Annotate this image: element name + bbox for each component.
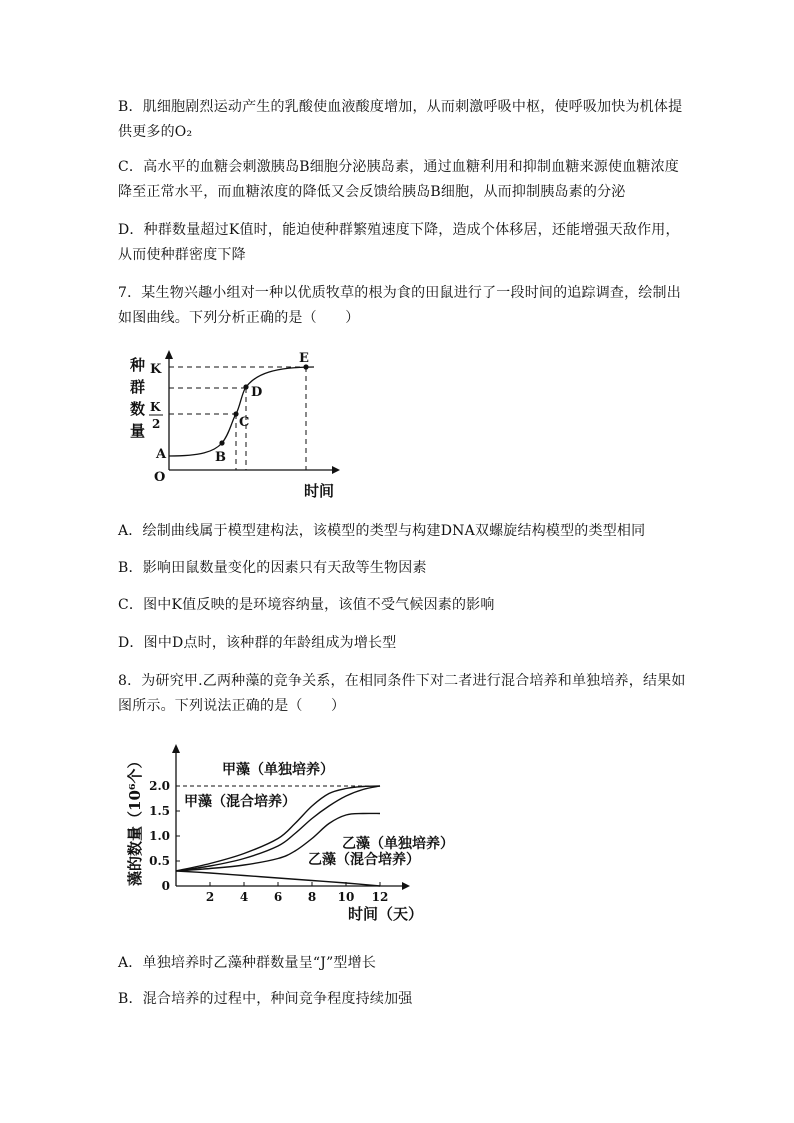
label-c: C [239,415,250,430]
y-tick-label: 0 [161,879,170,893]
x-tick-label: 4 [239,890,249,904]
q6-option-b: B．肌细胞剧烈运动产生的乳酸使血液酸度增加，从而刺激呼吸中枢，使呼吸加快为机体提供更多的O₂ [118,99,683,140]
label-jia-mixed: 甲藻（混合培养） [184,794,296,810]
y-tick-label: 2.0 [149,779,170,793]
y-axis-label: 藻的数量（10⁶个） [126,753,144,886]
y-tick-label: 1.0 [149,829,170,843]
algae-line-chart [118,738,478,928]
q8-figure [118,738,478,928]
half-k-numerator: K [150,400,161,414]
label-jia-single: 甲藻（单独培养） [222,762,334,778]
half-k-denominator: 2 [152,417,161,431]
ylabel-char-3: 数 [130,400,146,418]
label-a: A [156,447,167,462]
q8-stem: 8．为研究甲.乙两种藻的竞争关系，在相同条件下对二者进行混合培养和单独培养，结果如图所示。下列说法正确的是（ ） [118,673,686,714]
x-tick-label: 6 [273,890,283,904]
x-tick-label: 8 [307,890,317,904]
q6-option-c: C．高水平的血糖会刺激胰岛B细胞分泌胰岛素，通过血糖利用和抑制血糖来源使血糖浓度降至正常水平，而血糖浓度的降低又会反馈给胰岛B细胞，从而抑制胰岛素的分泌 [118,159,679,200]
k-label: K [150,362,162,377]
x-tick-label: 10 [337,890,355,904]
q8-option-a: A．单独培养时乙藻种群数量呈“J”型增长 [118,955,377,971]
label-e: E [299,351,309,366]
label-yi-mixed: 乙藻（混合培养） [308,852,420,868]
ylabel-char-1: 种 [130,356,146,374]
ylabel-char-2: 群 [130,378,146,396]
point-c [233,411,238,416]
label-b: B [215,450,226,465]
y-tick-label: 1.5 [149,804,170,818]
y-tick-label: 0.5 [149,854,170,868]
label-yi-single: 乙藻（单独培养） [342,836,454,852]
s-curve-graph [118,340,358,505]
q7-figure [118,340,358,505]
x-axis-arrow-icon [332,466,340,474]
s-curve [169,367,314,456]
q7-stem: 7．某生物兴趣小组对一种以优质牧草的根为食的田鼠进行了一段时间的追踪调查，绘制出如图曲线。下列分析正确的是（ ） [118,285,681,326]
point-b [219,440,224,445]
q7-option-d: D．图中D点时，该种群的年龄组成为增长型 [118,635,397,651]
xlabel: 时间 [304,482,335,500]
q7-option-b: B．影响田鼠数量变化的因素只有天敌等生物因素 [118,560,427,576]
q7-option-a: A．绘制曲线属于模型建构法，该模型的类型与构建DNA双螺旋结构模型的类型相同 [118,523,646,539]
point-d [243,384,248,389]
q6-option-d: D．种群数量超过K值时，能迫使种群繁殖速度下降，造成个体移居，还能增强天敌作用，从而使种群密度下降 [118,222,680,263]
x-tick-label: 2 [205,890,215,904]
x-axis-label: 时间（天） [348,905,424,923]
y-axis-arrow-icon [165,350,173,359]
label-d: D [251,385,263,400]
q7-option-c: C．图中K值反映的是环境容纳量，该值不受气候因素的影响 [118,597,495,613]
origin-label: O [154,470,166,485]
q8-option-b: B．混合培养的过程中，种间竞争程度持续加强 [118,991,413,1007]
ylabel-char-4: 量 [130,422,146,440]
y-axis-arrow-icon [172,744,180,753]
x-tick-label: 12 [371,890,389,904]
x-axis-arrow-icon [402,882,410,890]
